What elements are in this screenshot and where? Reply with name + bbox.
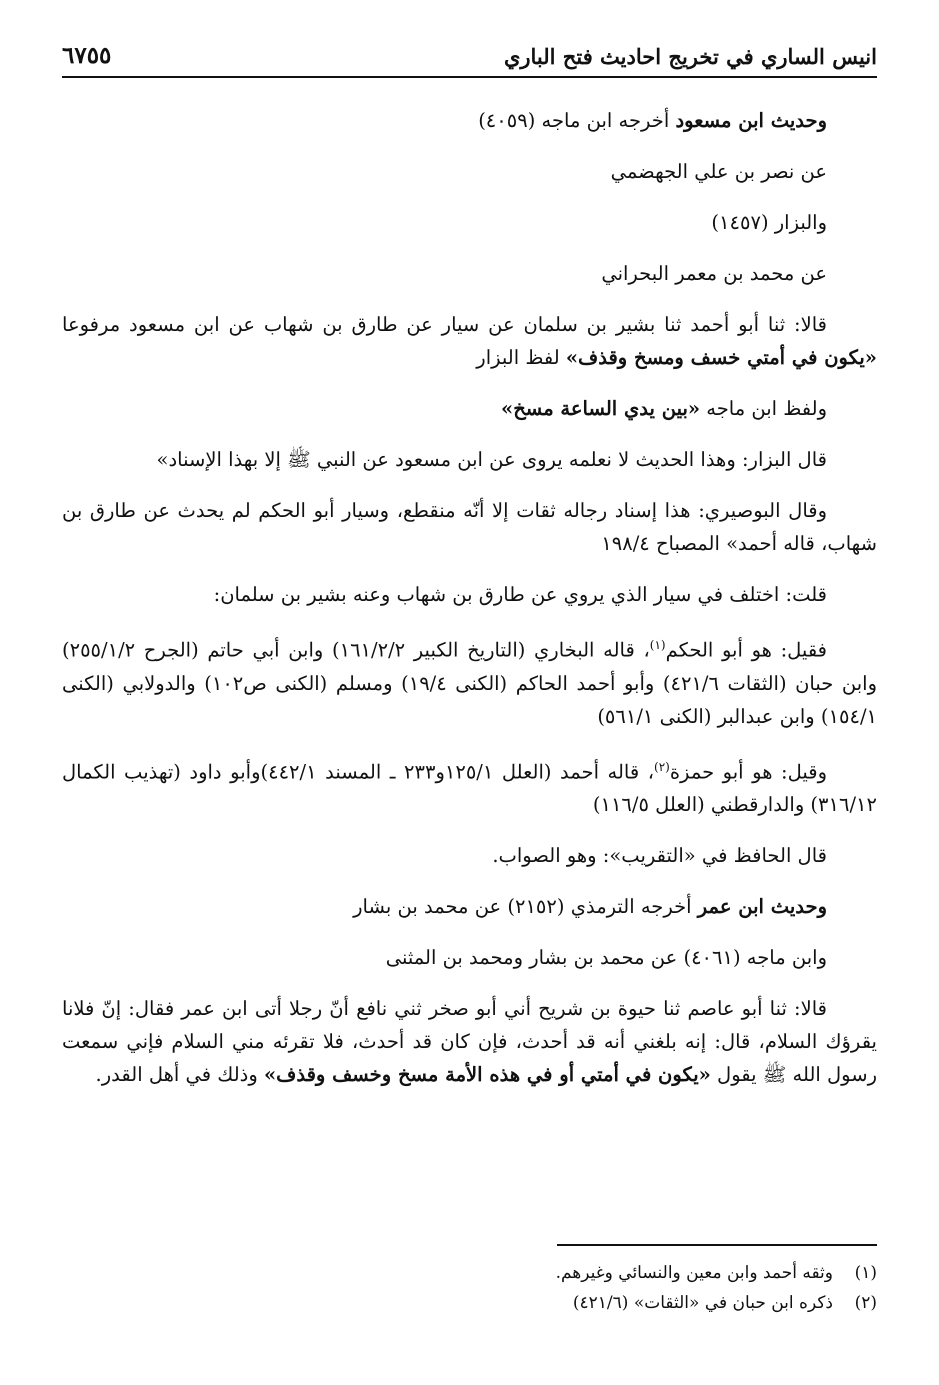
paragraph-chain-nasr: [62, 155, 877, 188]
paragraph-text: ولفظ ابن ماجه: [700, 397, 827, 420]
paragraph-bazzar-comment: [62, 443, 877, 476]
paragraph-text: قالا: ثنا أبو عاصم ثنا حيوة بن شريح أني أبو صخر ثني نافع أنّ رجلا أتى ابن عمر فقال: إنّ فلانا يقرؤك السلام، قال: إنه بلغني أنه قد أحدث، فإن كان قد أحدث، فلا تقرئه مني السلام فإني سمعت رسول الله ﷺ يقول: [62, 997, 877, 1086]
paragraph-text: قالا: ثنا أبو أحمد ثنا بشير بن سلمان عن سيار عن طارق بن شهاب عن ابن مسعود مرفوعا: [62, 313, 827, 336]
paragraph-text: أخرجه ابن ماجه (٤٠٥٩): [478, 109, 676, 132]
paragraph-ibn-umar-hadith: [62, 890, 877, 923]
paragraph-text: أخرجه الترمذي (٢١٥٢) عن محمد بن بشار: [353, 895, 698, 918]
paragraph-text: وذلك في أهل القدر.: [95, 1063, 264, 1086]
bold-text: «يكون في أمتي أو في هذه الأمة مسخ وخسف وقذف»: [263, 1063, 711, 1086]
paragraph-busiri-comment: [62, 494, 877, 560]
main-text: [62, 104, 877, 1109]
page-header: [62, 40, 877, 78]
paragraph-text: والبزار (١٤٥٧): [711, 211, 827, 234]
bold-text: وحديث ابن مسعود: [675, 109, 827, 132]
paragraph-text: وقال البوصيري: هذا إسناد رجاله ثقات إلا أنّه منقطع، وسيار أبو الحكم لم يحدث عن طارق بن شهاب، قاله أحمد» المصباح ١٩٨/٤: [62, 499, 877, 555]
paragraph-text: قلت: اختلف في سيار الذي يروي عن طارق بن شهاب وعنه بشير بن سلمان:: [213, 583, 827, 606]
footnote-number: (٢): [854, 1293, 877, 1313]
bold-text: «بين يدي الساعة مسخ»: [501, 397, 701, 420]
paragraph-text: لفظ البزار: [476, 346, 566, 369]
paragraph-abu-asim-isnad: [62, 992, 877, 1091]
footnote-text: وثقه أحمد وابن معين والنسائي وغيرهم.: [555, 1263, 833, 1283]
paragraph-text: ، قاله أحمد (العلل ١٢٥/١و٢٣٣ ـ المسند ٤٤٢/١)وأبو داود (تهذيب الكمال ٣١٦/١٢) والدارقطني (العلل ١١٦/٥): [62, 760, 877, 816]
paragraph-ibn-majah-wording: [62, 392, 877, 425]
footnote-divider: [557, 1244, 877, 1246]
paragraph-ibn-majah-chain: [62, 941, 877, 974]
footnotes: [62, 1258, 877, 1318]
paragraph-text: فقيل: هو أبو الحكم: [665, 638, 828, 662]
paragraph-ibn-masud-hadith: [62, 104, 877, 137]
paragraph-abu-al-hakam: [62, 629, 877, 733]
footnote-number: (١): [854, 1263, 877, 1283]
bold-text: وحديث ابن عمر: [697, 895, 827, 918]
footnote-ref-2[interactable]: (٢): [654, 759, 670, 774]
paragraph-text: عن نصر بن علي الجهضمي: [610, 160, 827, 183]
running-title: انيس الساري في تخريج احاديث فتح الباري: [503, 44, 877, 69]
footnote-2: [62, 1288, 877, 1318]
paragraph-text: قال البزار: وهذا الحديث لا نعلمه يروى عن ابن مسعود عن النبي ﷺ إلا بهذا الإسناد»: [156, 448, 827, 471]
bold-text: «يكون في أمتي خسف ومسخ وقذف»: [565, 346, 877, 369]
paragraph-isnad-matn: [62, 308, 877, 374]
paragraph-hafiz-taqrib: [62, 839, 877, 872]
paragraph-text: وابن ماجه (٤٠٦١) عن محمد بن بشار ومحمد بن المثنى: [385, 946, 827, 969]
paragraph-text: عن محمد بن معمر البحراني: [601, 262, 827, 285]
footnote-text: ذكره ابن حبان في «الثقات» (٤٢١/٦): [572, 1293, 833, 1313]
paragraph-text: قال الحافظ في «التقريب»: وهو الصواب.: [492, 844, 827, 867]
paragraph-text: وقيل: هو أبو حمزة: [669, 760, 827, 783]
paragraph-bazzar: [62, 206, 877, 239]
footnote-ref-1[interactable]: (١): [649, 638, 666, 652]
page-number: ٦٧٥٥: [62, 42, 112, 69]
paragraph-author-note: [62, 578, 877, 611]
paragraph-chain-muhammad: [62, 257, 877, 290]
paragraph-text: ، قاله البخاري (التاريخ الكبير ١٦١/٢/٢) وابن أبي حاتم (الجرح ٢٥٥/١/٢) وابن حبان (الثقات ٤٢١/٦) وأبو أحمد الحاكم (الكنى ١٩/٤) ومسلم (الكنى ص١٠٢) والدولابي (الكنى ١٥٤/١) وابن عبدالبر (الكنى ٥٦١/١): [62, 638, 877, 728]
paragraph-abu-hamza: [62, 751, 877, 822]
footnote-1: [62, 1258, 877, 1288]
